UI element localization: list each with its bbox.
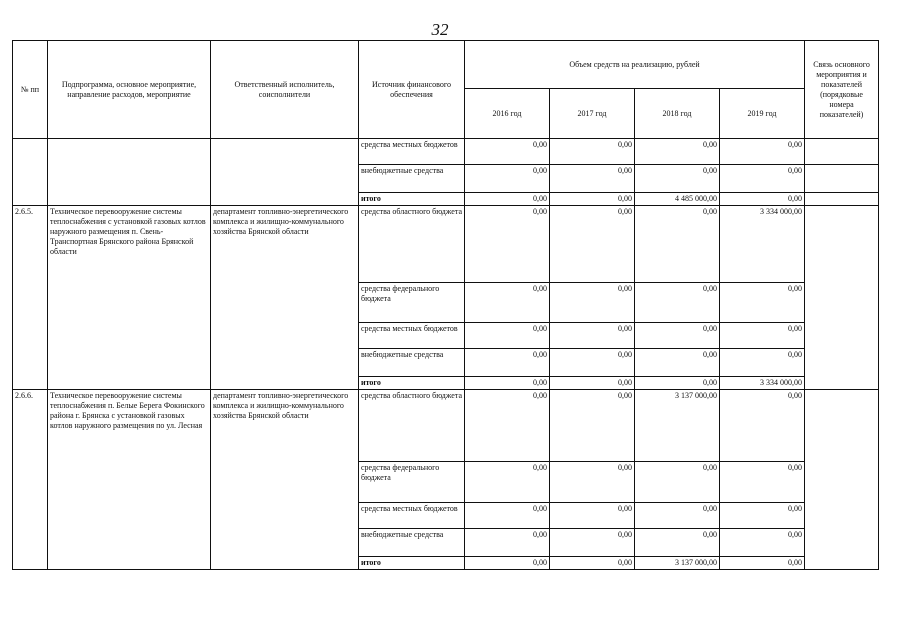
link-cell bbox=[805, 139, 879, 165]
source-cell: средства местных бюджетов bbox=[359, 503, 465, 529]
value-cell: 0,00 bbox=[465, 323, 550, 349]
header-num: № пп bbox=[13, 41, 48, 139]
header-link: Связь основного мероприятия и показателей (порядковые номера показателей) bbox=[805, 41, 879, 139]
value-cell: 0,00 bbox=[465, 462, 550, 503]
value-cell: 0,00 bbox=[720, 283, 805, 323]
value-cell: 0,00 bbox=[550, 283, 635, 323]
source-cell: внебюджетные средства bbox=[359, 349, 465, 377]
header-year: 2018 год bbox=[635, 89, 720, 139]
header-subprogram: Подпрограмма, основное мероприятие, направление расходов, мероприятие bbox=[48, 41, 211, 139]
name-cell: Техническое перевооружение системы теплоснабжения с установкой газовых котлов наружного размещения п. Свень-Транспортная Брянского района Брянской области bbox=[48, 206, 211, 390]
num-cell: 2.6.5. bbox=[13, 206, 48, 390]
value-cell: 3 334 000,00 bbox=[720, 377, 805, 390]
value-cell: 0,00 bbox=[635, 283, 720, 323]
value-cell: 0,00 bbox=[465, 206, 550, 283]
executor-cell: департамент топливно-энергетического комплекса и жилищно-коммунального хозяйства Брянской области bbox=[211, 390, 359, 570]
value-cell: 0,00 bbox=[720, 390, 805, 462]
source-cell: средства областного бюджета bbox=[359, 390, 465, 462]
source-cell: средства федерального бюджета bbox=[359, 462, 465, 503]
value-cell: 0,00 bbox=[550, 165, 635, 193]
link-cell bbox=[805, 193, 879, 206]
value-cell: 0,00 bbox=[720, 165, 805, 193]
value-cell: 0,00 bbox=[465, 283, 550, 323]
source-cell: средства федерального бюджета bbox=[359, 283, 465, 323]
value-cell: 0,00 bbox=[635, 503, 720, 529]
value-cell: 0,00 bbox=[720, 503, 805, 529]
value-cell: 0,00 bbox=[465, 557, 550, 570]
value-cell: 0,00 bbox=[550, 349, 635, 377]
source-cell: внебюджетные средства bbox=[359, 165, 465, 193]
header-executor: Ответственный исполнитель, соисполнители bbox=[211, 41, 359, 139]
value-cell: 0,00 bbox=[550, 323, 635, 349]
value-cell: 0,00 bbox=[635, 139, 720, 165]
source-cell: средства областного бюджета bbox=[359, 206, 465, 283]
header-year: 2019 год bbox=[720, 89, 805, 139]
value-cell: 0,00 bbox=[550, 529, 635, 557]
executor-cell bbox=[211, 139, 359, 206]
table-row bbox=[13, 139, 879, 165]
value-cell: 0,00 bbox=[720, 462, 805, 503]
header-year: 2016 год bbox=[465, 89, 550, 139]
header-volume: Объем средств на реализацию, рублей bbox=[465, 41, 805, 89]
budget-table bbox=[12, 40, 879, 570]
table-row bbox=[13, 206, 879, 283]
name-cell: Техническое перевооружение системы теплоснабжения п. Белые Берега Фокинского района г. Брянска с установкой газовых котлов наружного размещения по ул. Лесная bbox=[48, 390, 211, 570]
value-cell: 0,00 bbox=[550, 206, 635, 283]
link-cell bbox=[805, 206, 879, 390]
value-cell: 0,00 bbox=[635, 206, 720, 283]
source-cell: средства местных бюджетов bbox=[359, 323, 465, 349]
table-row bbox=[13, 390, 879, 462]
value-cell: 0,00 bbox=[465, 349, 550, 377]
link-cell bbox=[805, 165, 879, 193]
source-cell: средства местных бюджетов bbox=[359, 139, 465, 165]
value-cell: 0,00 bbox=[720, 557, 805, 570]
value-cell: 0,00 bbox=[635, 323, 720, 349]
value-cell: 0,00 bbox=[465, 503, 550, 529]
value-cell: 0,00 bbox=[465, 529, 550, 557]
header-source: Источник финансового обеспечения bbox=[359, 41, 465, 139]
value-cell: 0,00 bbox=[550, 557, 635, 570]
value-cell: 0,00 bbox=[550, 193, 635, 206]
value-cell: 0,00 bbox=[465, 193, 550, 206]
value-cell: 0,00 bbox=[635, 165, 720, 193]
value-cell: 3 137 000,00 bbox=[635, 557, 720, 570]
value-cell: 3 334 000,00 bbox=[720, 206, 805, 283]
value-cell: 0,00 bbox=[550, 503, 635, 529]
source-cell: итого bbox=[359, 377, 465, 390]
value-cell: 0,00 bbox=[720, 349, 805, 377]
source-cell: внебюджетные средства bbox=[359, 529, 465, 557]
value-cell: 0,00 bbox=[635, 529, 720, 557]
link-cell bbox=[805, 390, 879, 570]
header-year: 2017 год bbox=[550, 89, 635, 139]
value-cell: 0,00 bbox=[635, 462, 720, 503]
value-cell: 0,00 bbox=[635, 377, 720, 390]
value-cell: 0,00 bbox=[465, 377, 550, 390]
value-cell: 0,00 bbox=[550, 462, 635, 503]
page-number: 32 bbox=[431, 20, 449, 39]
name-cell bbox=[48, 139, 211, 206]
value-cell: 0,00 bbox=[720, 139, 805, 165]
value-cell: 0,00 bbox=[635, 349, 720, 377]
value-cell: 0,00 bbox=[465, 139, 550, 165]
executor-cell: департамент топливно-энергетического комплекса и жилищно-коммунального хозяйства Брянской области bbox=[211, 206, 359, 390]
value-cell: 0,00 bbox=[550, 139, 635, 165]
num-cell: 2.6.6. bbox=[13, 390, 48, 570]
value-cell: 0,00 bbox=[465, 165, 550, 193]
value-cell: 0,00 bbox=[720, 323, 805, 349]
value-cell: 0,00 bbox=[550, 390, 635, 462]
value-cell: 4 485 000,00 bbox=[635, 193, 720, 206]
value-cell: 0,00 bbox=[720, 193, 805, 206]
source-cell: итого bbox=[359, 193, 465, 206]
num-cell bbox=[13, 139, 48, 206]
value-cell: 0,00 bbox=[465, 390, 550, 462]
value-cell: 0,00 bbox=[720, 529, 805, 557]
value-cell: 3 137 000,00 bbox=[635, 390, 720, 462]
value-cell: 0,00 bbox=[550, 377, 635, 390]
source-cell: итого bbox=[359, 557, 465, 570]
